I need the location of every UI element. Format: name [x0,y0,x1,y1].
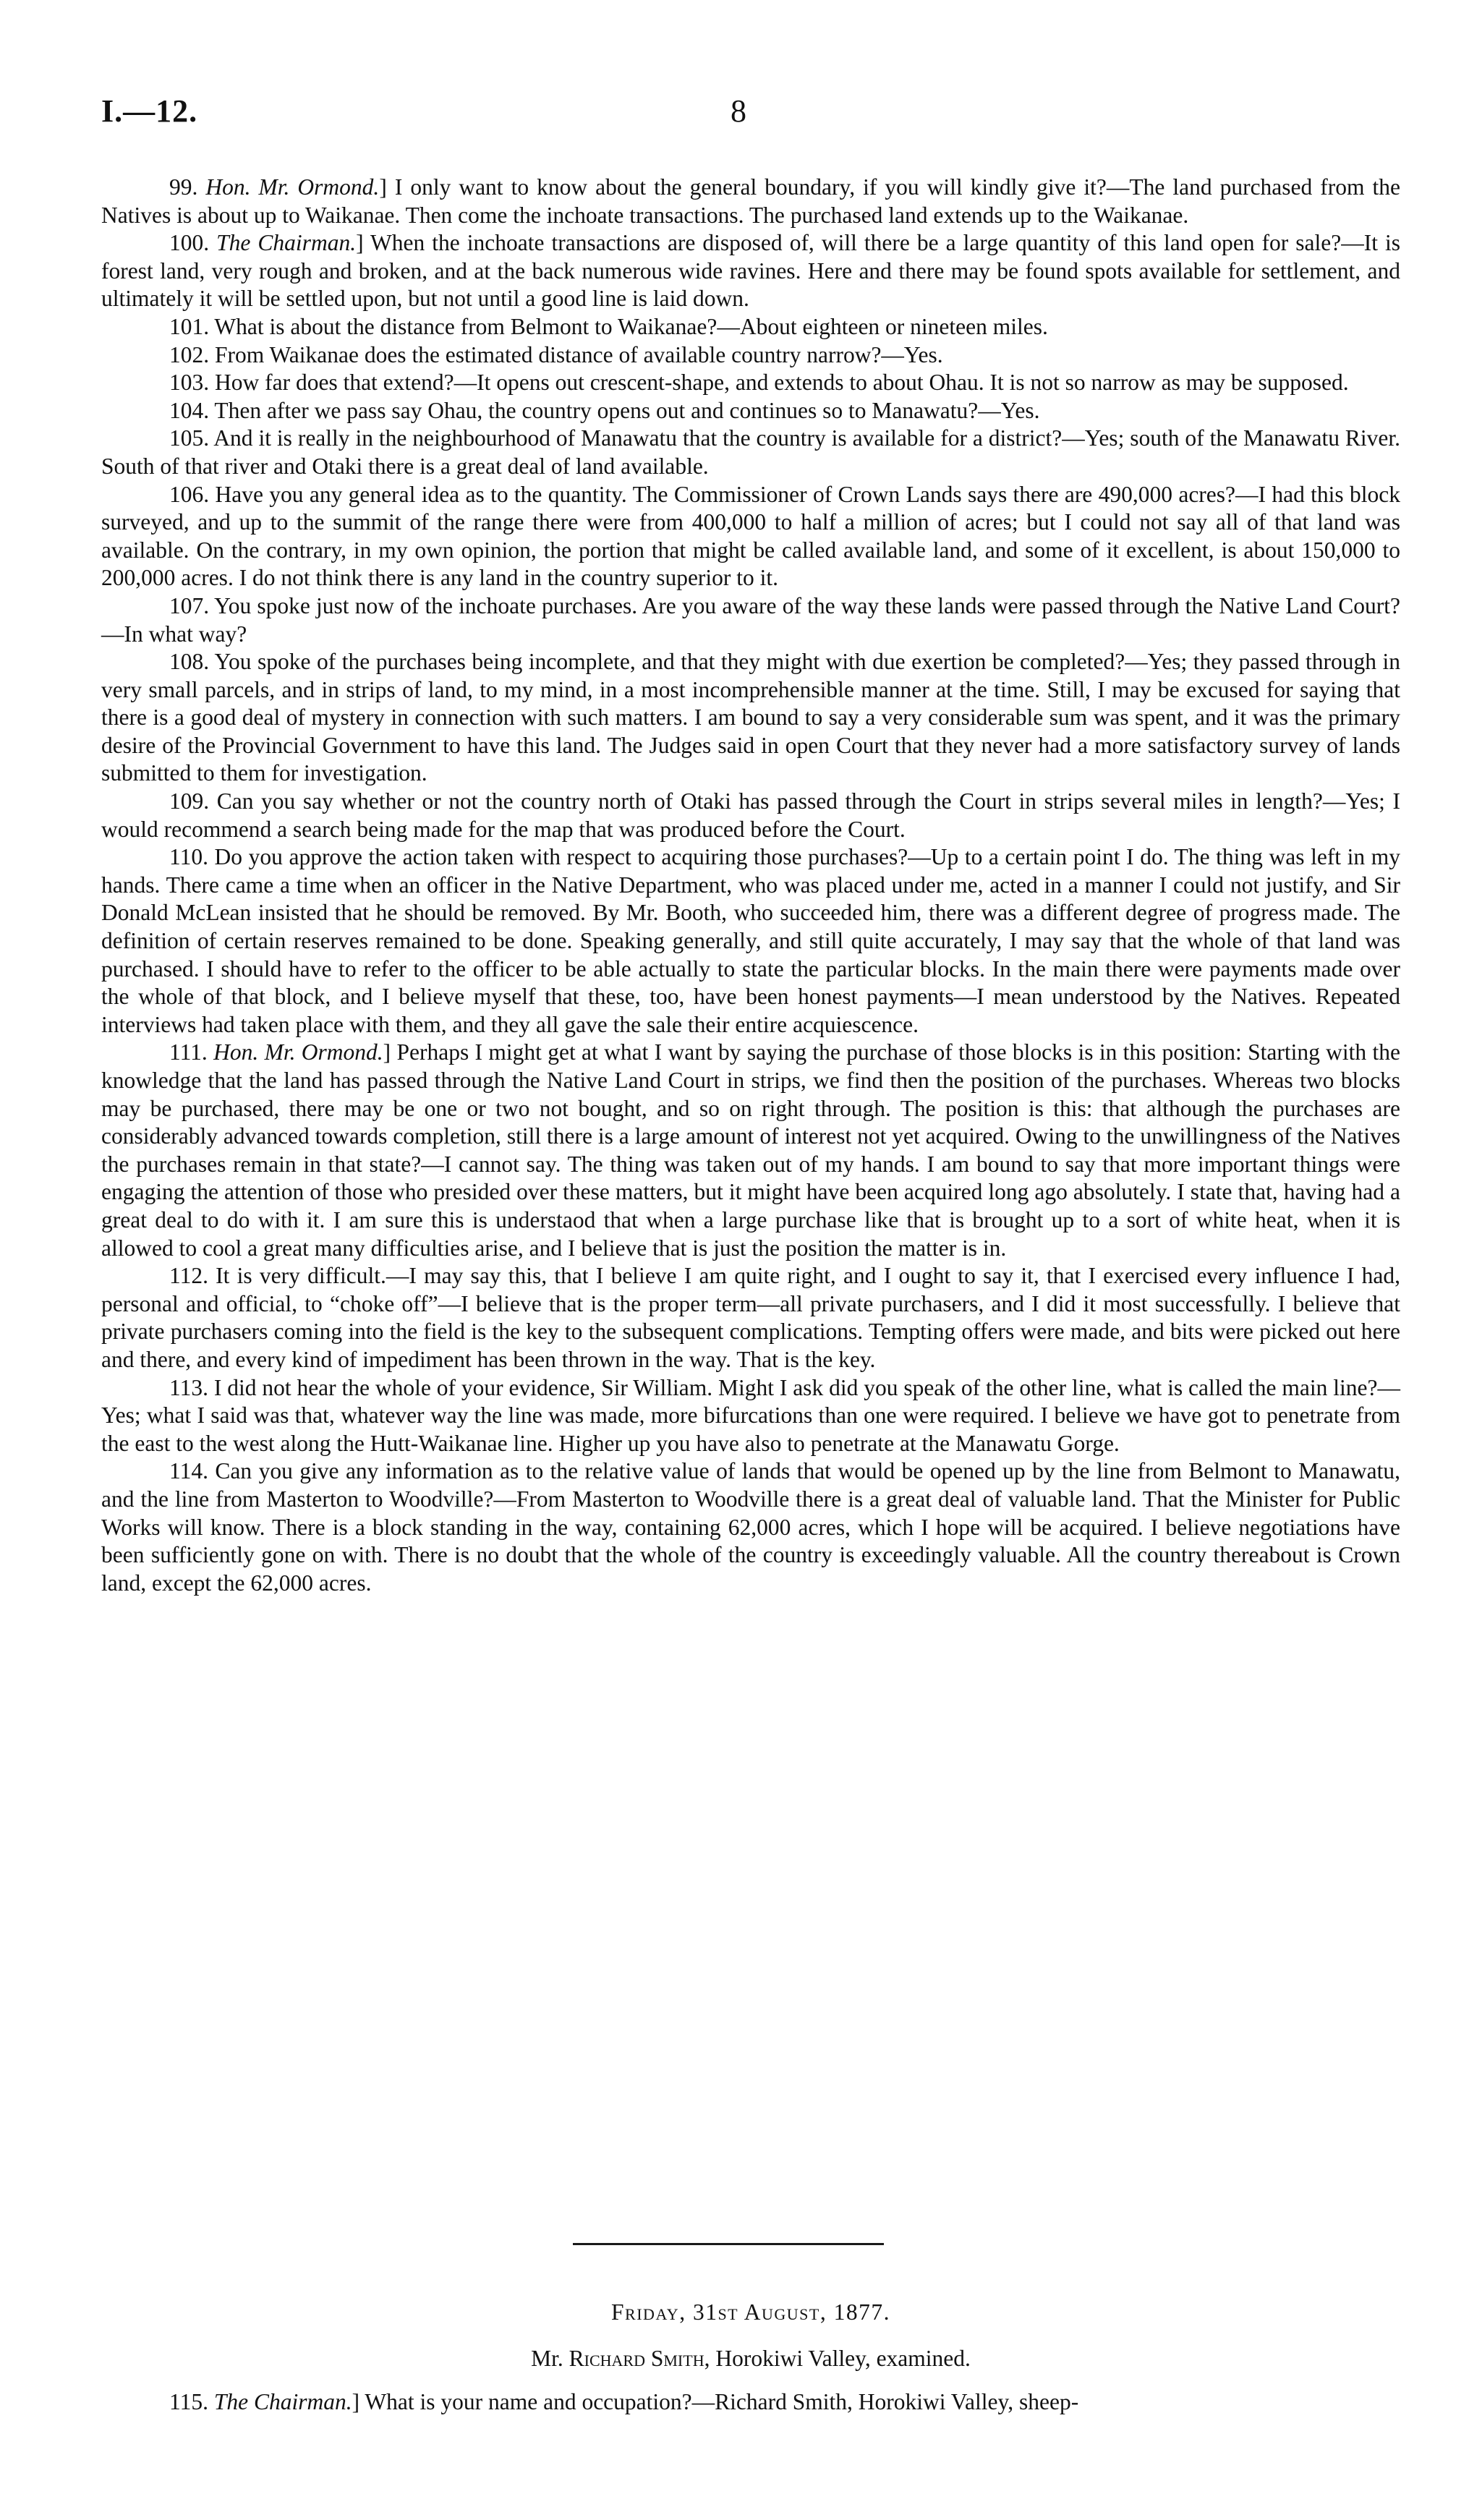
question-104: 104. Then after we pass say Ohau, the country opens out and continues so to Manawatu?—Yes. [169,397,1040,423]
question-107: 107. You spoke just now of the inchoate purchases. Are you aware of the way these lands were passed through the Native Land Court?—In what way? [101,592,1400,647]
page-header [101,93,1403,136]
witness-heading: Mr. Richard Smith, Horokiwi Valley, examined. [531,2346,971,2371]
question-113: 113. I did not hear the whole of your evidence, Sir William. Might I ask did you speak of the other line, what is called the main line?—Yes; what I said was that, whatever way the line was made, more bifurcations than one were required. I believe we have got to penetrate from the east to the west along the Hutt-Waikanae line. Higher up you have also to penetrate at the Manawatu Gorge. [101,1374,1400,1456]
speaker-name: Hon. Mr. Ormond. [205,174,380,200]
question-111: 111. Hon. Mr. Ormond.] Perhaps I might get at what I want by saying the purchase of those blocks is in this position: Starting with the knowledge that the land has passed through the Native Land Court in strips, we find then the position of the purchases. Whereas two blocks may be purchased, there may be one or two not bought, and so on right through. The position is this: that although the purchases are considerably advanced towards completion, still there is a large amount of interest not yet acquired. Owing to the unwillingness of the Natives the purchases remain in that state?—I cannot say. The thing was taken out of my hands. I am bound to say that more important things were engaging the attention of those who presided over these matters, but it might have been acquired long ago absolutely. I state that, having had a great deal to do with it. I am sure this is understaod that when a large purchase like that is brought up to a sort of white heat, when it is allowed to cool a great many difficulties arise, and I believe that is just the position the matter is in. [101,1039,1400,1261]
page-number: 8 [731,93,746,129]
document-reference: I.—12. [101,93,198,129]
question-112: 112. It is very difficult.—I may say this, that I believe I am quite right, and I ought to say it, that I exercised every influence I had, personal and official, to “choke off”—I believe that is the proper term—all private purchasers, and I did it most successfully. I believe that private purchasers coming into the field is the key to the subsequent complications. Tempting offers were made, and bits were picked out here and there, and every kind of impediment has been thrown in the way. That is the key. [101,1263,1400,1372]
date-heading: Friday, 31st August, 1877. [611,2299,890,2325]
section-divider [573,2243,884,2245]
witness-name: Richard Smith [569,2346,704,2371]
question-109: 109. Can you say whether or not the country north of Otaki has passed through the Court in strips several miles in length?—Yes; I would recommend a search being made for the map that was produced before the Court. [101,788,1400,842]
question-101: 101. What is about the distance from Belmont to Waikanae?—About eighteen or nineteen miles. [169,313,1048,339]
question-114: 114. Can you give any information as to the relative value of lands that would be opened up by the line from Belmont to Manawatu, and the line from Masterton to Woodville?—From Masterton to Woodville there is a great deal of valuable land. That the Minister for Public Works will know. There is a block standing in the way, containing 62,000 acres, which I hope will be acquired. I believe negotiations have been sufficiently gone on with. There is no doubt that the whole of the country is exceedingly valuable. All the country thereabout is Crown land, except the 62,000 acres. [101,1458,1400,1596]
speaker-name: The Chairman. [213,2389,352,2414]
speaker-name: The Chairman. [216,230,357,256]
question-103: 103. How far does that extend?—It opens out crescent-shape, and extends to about Ohau. It is not so narrow as may be supposed. [169,370,1349,396]
question-102: 102. From Waikanae does the estimated distance of available country narrow?—Yes. [169,341,943,367]
question-110: 110. Do you approve the action taken with respect to acquiring those purchases?—Up to a certain point I do. The thing was left in my hands. There came a time when an officer in the Native Department, who was placed under me, acted in a manner I could not justify, and Sir Donald McLean insisted that he should be removed. By Mr. Booth, who succeeded him, there was a different degree of progress made. The definition of certain reserves remained to be done. Speaking generally, and still quite accurately, I may say that the whole of that land was purchased. I should have to refer to the officer to be able actually to state the particular blocks. In the main there were payments made over the whole of that block, and I believe myself that these, too, have been honest payments—I mean understood by the Natives. Repeated interviews had taken place with them, and they all gave the sale their entire acquiescence. [101,844,1400,1037]
speaker-name: Hon. Mr. Ormond. [213,1039,383,1065]
question-105: 105. And it is really in the neighbourhood of Manawatu that the country is available for a district?—Yes; south of the Manawatu River. South of that river and Otaki there is a great deal of land available. [101,425,1400,479]
question-115: 115. The Chairman.] What is your name and occupation?—Richard Smith, Horokiwi Valley, sheep- [169,2389,1079,2414]
question-99: 99. Hon. Mr. Ormond.] I only want to know about the general boundary, if you will kindly give it?—The land purchased from the Natives is about up to Waikanae. Then come the inchoate transactions. The purchased land extends up to the Waikanae. [101,174,1401,228]
evidence-body [101,174,1400,1597]
question-108: 108. You spoke of the purchases being incomplete, and that they might with due exertion be completed?—Yes; they passed through in very small parcels, and in strips of land, to my mind, in a most incomprehensible manner at the time. Still, I may be excused for saying that there is a good deal of mystery in connection with such matters. I am bound to say a very considerable sum was spent, and it was the primary desire of the Provincial Government to have this land. The Judges said in open Court that they never had a more satisfactory survey of lands submitted to them for investigation. [101,649,1400,786]
question-106: 106. Have you any general idea as to the quantity. The Commissioner of Crown Lands says there are 490,000 acres?—I had this block surveyed, and up to the summit of the range there were from 400,000 to half a million of acres; but I could not say all of that land was available. On the contrary, in my own opinion, the portion that might be called available land, and some of it excellent, is about 150,000 to 200,000 acres. I do not think there is any land in the country superior to it. [101,481,1400,591]
question-100: 100. The Chairman.] When the inchoate transactions are disposed of, will there be a large quantity of this land open for sale?—It is forest land, very rough and broken, and at the back numerous wide ravines. Here and there may be found spots available for settlement, and ultimately it will be settled upon, but not until a good line is laid down. [101,230,1401,312]
